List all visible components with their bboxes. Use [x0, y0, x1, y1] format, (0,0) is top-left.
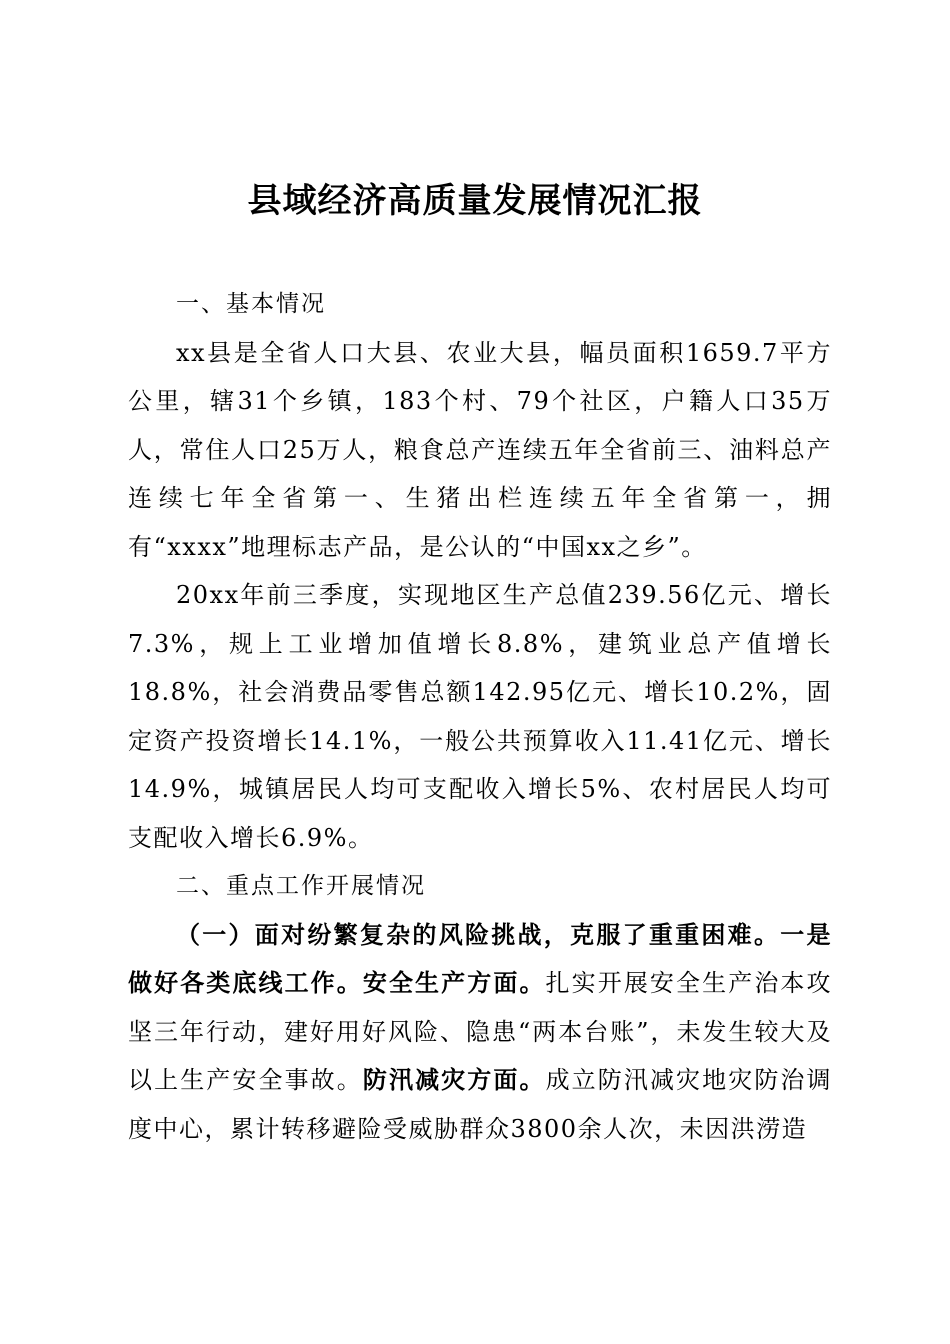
bold-lead-risk-challenges: （一）面对纷繁复杂的风险挑战，克服了重重困难。一是做好各类底线工作。安全生产方面。: [128, 919, 832, 997]
bold-lead-flood-prevention: 防汛减灾方面。: [362, 1065, 546, 1094]
section-heading-basic-situation: 一、基本情况: [176, 291, 326, 317]
paragraph-county-overview: xx县是全省人口大县、农业大县，幅员面积1659.7平方公里，辖31个乡镇，183个村、79个社区，户籍人口35万人，常住人口25万人，粮食总产连续五年全省前三、油料总产连续七年全省第一、生猪出栏连续五年全省第一，拥有“xxxx”地理标志产品，是公认的“中国xx之乡”。: [128, 338, 832, 561]
text-flood-prevention: 成立防汛减灾地灾防治调度中心，累计转移避险受威胁群众3800余人次，未因洪涝造: [128, 1066, 833, 1143]
paragraph-risk-challenges: [128, 911, 832, 1154]
paragraph-economic-indicators: 20xx年前三季度，实现地区生产总值239.56亿元、增长7.3%，规上工业增加值增长8.8%，建筑业总产值增长18.8%，社会消费品零售总额142.95亿元、增长10.2%，固定资产投资增长14.1%，一般公共预算收入11.41亿元、增长14.9%，城镇居民人均可支配收入增长5%、农村居民人均可支配收入增长6.9%。: [128, 581, 832, 852]
document-body: [128, 280, 832, 1153]
document-title: 县域经济高质量发展情况汇报: [247, 181, 703, 221]
text-safety-production: 扎实开展安全生产治本攻坚三年行动，建好用好风险、隐患“两本台账”，未发生较大及以上生产安全事故。: [128, 969, 833, 1094]
section-heading-key-work: 二、重点工作开展情况: [176, 873, 426, 899]
